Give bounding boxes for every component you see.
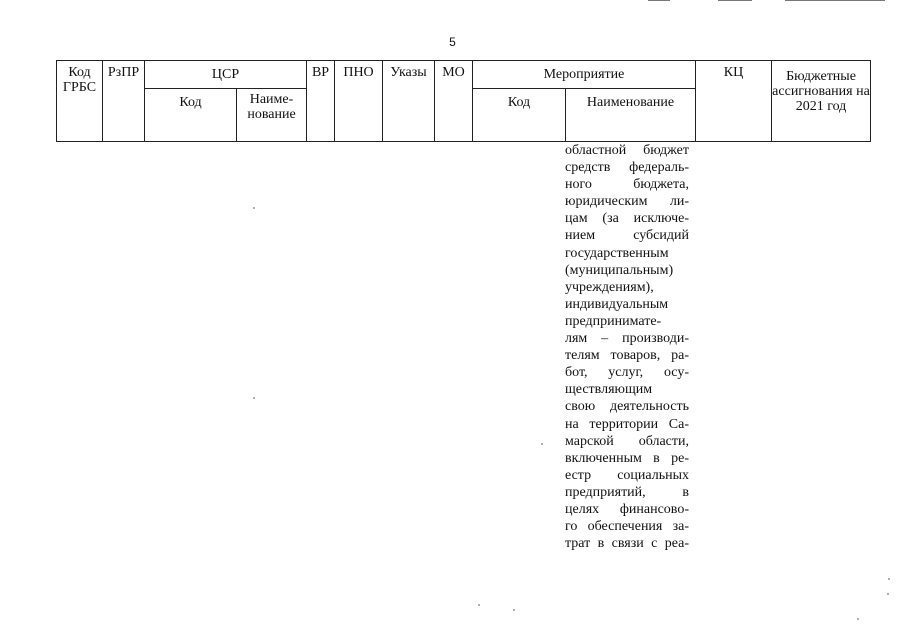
header-pno: ПНО <box>335 61 383 142</box>
continuation-line: средств федераль- <box>565 160 689 176</box>
header-rzpr: РзПР <box>103 61 145 142</box>
scan-speck <box>253 397 255 399</box>
header-mer-name: Наименование <box>566 89 696 142</box>
scan-speck <box>541 443 543 445</box>
continuation-line: телям товаров, ра- <box>565 348 689 364</box>
continuation-line: на территории Са- <box>565 416 689 432</box>
meropriyatie-name-continuation <box>565 142 689 552</box>
continuation-line: предпринимате- <box>565 313 662 329</box>
continuation-line: включенным в ре- <box>565 450 689 466</box>
continuation-line: бот, услуг, осу- <box>565 365 689 381</box>
continuation-line: лям – производи- <box>565 331 689 347</box>
scan-speck <box>253 207 255 209</box>
continuation-line: целях финансово- <box>565 501 689 517</box>
scan-speck <box>513 609 515 611</box>
continuation-line: ществляющим <box>565 382 653 398</box>
header-budget-2021: Бюджетные ассигнования на 2021 год <box>772 61 871 142</box>
header-vr: ВР <box>307 61 335 142</box>
continuation-line: юридическим ли- <box>565 194 689 210</box>
continuation-line: индивидуальным <box>565 296 669 312</box>
header-kod-grbs: Код ГРБС <box>57 61 103 142</box>
header-mo: МО <box>435 61 473 142</box>
continuation-line: трат в связи с реа- <box>565 536 689 552</box>
continuation-line: естр социальных <box>565 467 689 483</box>
header-meropriyatie: Мероприятие <box>473 61 696 89</box>
scan-speck <box>478 604 480 606</box>
continuation-line: учреждениям), <box>565 279 654 295</box>
header-csr-kod: Код <box>145 89 237 142</box>
continuation-line: областной бюджет <box>565 143 689 158</box>
page-number: 5 <box>449 35 456 49</box>
continuation-line: ного бюджета, <box>565 177 689 193</box>
scan-speck <box>857 618 859 620</box>
scan-speck <box>887 593 889 595</box>
budget-table-header <box>56 60 871 142</box>
header-csr: ЦСР <box>145 61 307 89</box>
continuation-line: марской области, <box>565 433 689 449</box>
continuation-line: нием субсидий <box>565 228 689 244</box>
continuation-line: (муниципальным) <box>565 262 674 278</box>
continuation-line: государственным <box>565 245 669 261</box>
continuation-line: предприятий, в <box>565 484 689 500</box>
continuation-line: цам (за исключе- <box>565 211 689 227</box>
continuation-line: го обеспечения за- <box>565 519 689 535</box>
header-kc: КЦ <box>696 61 772 142</box>
header-csr-name: Наиме-нование <box>237 89 307 142</box>
scan-speck <box>888 578 890 580</box>
header-ukazy: Указы <box>383 61 435 142</box>
continuation-line: свою деятельность <box>565 399 689 415</box>
header-mer-kod: Код <box>473 89 566 142</box>
